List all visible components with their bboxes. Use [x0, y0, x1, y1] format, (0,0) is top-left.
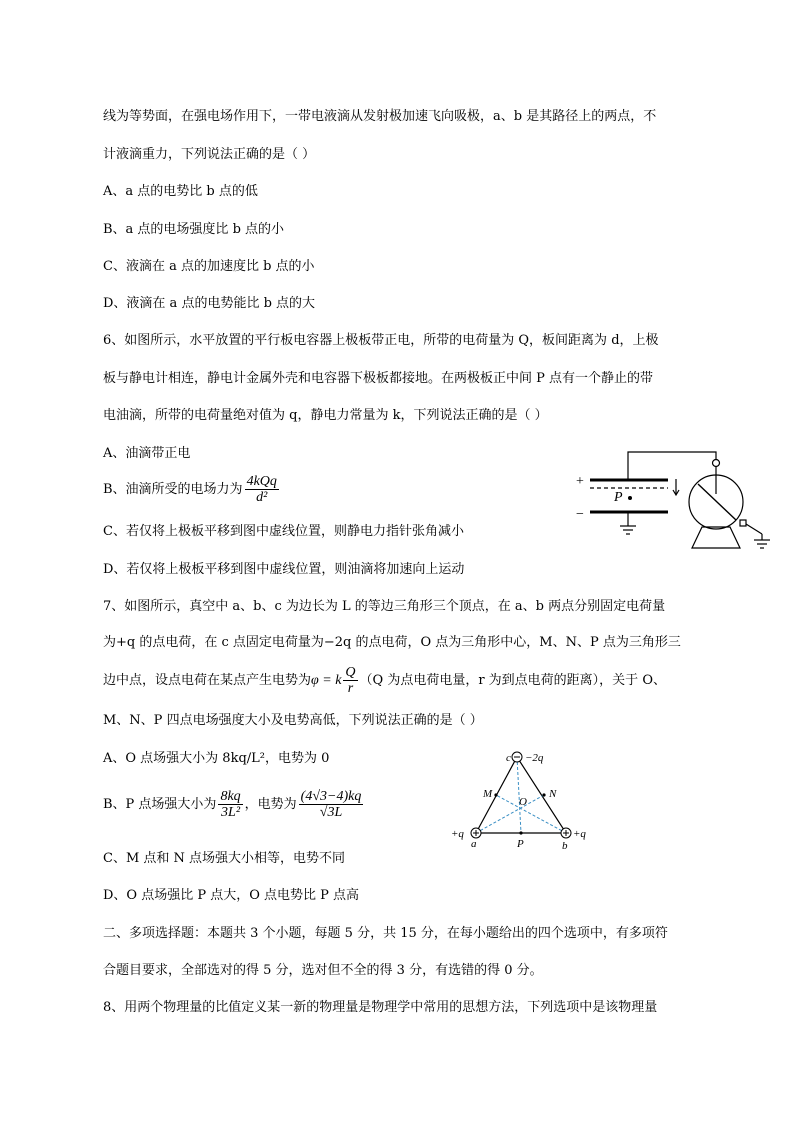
q7-option-c: C、M 点和 N 点场强大小相等，电势不同	[103, 851, 346, 866]
q6-stem-line-1: 6、如图所示，水平放置的平行板电容器上极板带正电，所带的电荷量为 Q，板间距离为 d，上极	[103, 333, 659, 348]
q7-option-b-fraction-1	[218, 789, 242, 820]
q7-option-a: A、O 点场强大小为 8kq/L²，电势为 0	[103, 751, 330, 766]
q7-stem-line-3-prefix: 边中点，设点电荷在某点产生电势为	[103, 673, 312, 688]
label-b: b	[562, 840, 568, 852]
potential-formula-numerator: Q	[345, 665, 356, 680]
label-a-charge: +q	[451, 828, 464, 840]
label-b-charge: +q	[573, 828, 586, 840]
q5-option-d: D、液滴在 a 点的电势能比 b 点的大	[103, 296, 316, 311]
point-p-label: P	[614, 490, 623, 505]
label-n: N	[549, 788, 557, 800]
triangle-charges-figure	[448, 745, 593, 853]
minus-sign: −	[576, 507, 584, 522]
potential-formula-denominator: r	[347, 681, 354, 696]
q7-option-b-numerator-1: 8kq	[220, 789, 241, 804]
connecting-wire	[628, 452, 716, 480]
q5-stem-line-1: 线为等势面，在强电场作用下，一带电液滴从发射极加速飞向吸极，a、b 是其路径上的两点，不	[103, 109, 657, 124]
q7-stem-line-1: 7、如图所示，真空中 a、b、c 为边长为 L 的等边三角形三个顶点，在 a、b 两点分别固定电荷量	[103, 599, 666, 614]
median-b-m	[496, 795, 566, 833]
q7-option-b-prefix: B、P 点场强大小为	[103, 797, 217, 812]
q7-option-b-numerator-2: (4√3−4)kq	[300, 789, 362, 804]
q7-option-b-fraction-2	[299, 789, 364, 820]
label-a: a	[471, 838, 477, 850]
q6-option-b-denominator: d²	[256, 490, 268, 505]
q7-stem-line-3-suffix: （Q 为点电荷电量，r 为到点电荷的距离），关于 O、	[359, 673, 666, 688]
q7-option-b-denominator-1: 3L²	[221, 805, 241, 820]
label-m: M	[483, 788, 493, 800]
point-m	[494, 793, 497, 796]
q7-option-b	[103, 789, 365, 820]
q6-option-d: D、若仅将上极板平移到图中虚线位置，则油滴将加速向上运动	[103, 562, 465, 577]
q6-option-b	[103, 474, 281, 505]
q6-option-c: C、若仅将上极板平移到图中虚线位置，则静电力指针张角减小	[103, 524, 464, 539]
q5-option-a: A、a 点的电势比 b 点的低	[103, 184, 258, 199]
point-p	[519, 831, 522, 834]
q6-option-a: A、油滴带正电	[103, 446, 191, 461]
q5-option-b: B、a 点的电场强度比 b 点的小	[103, 222, 285, 237]
section2-heading-line-1: 二、多项选择题：本题共 3 个小题，每题 5 分，共 15 分，在每小题给出的四个选项中，有多项符	[103, 926, 668, 941]
label-p: P	[517, 838, 524, 850]
q8-stem-line-1: 8、用两个物理量的比值定义某一新的物理量是物理学中常用的思想方法，下列选项中是该物理量	[103, 1000, 658, 1015]
q6-stem-line-3: 电油滴，所带的电荷量绝对值为 q，静电力常量为 k，下列说法正确的是（ ）	[103, 408, 548, 423]
q7-option-d: D、O 点场强比 P 点大，O 点电势比 P 点高	[103, 888, 360, 903]
plus-sign: +	[576, 474, 584, 489]
section2-heading-line-2: 合题目要求，全部选对的得 5 分，选对但不全的得 3 分，有选错的得 0 分。	[103, 963, 543, 978]
median-c-p	[517, 757, 521, 833]
electrometer-stand	[692, 527, 740, 548]
q5-stem-line-2: 计液滴重力，下列说法正确的是（ ）	[103, 147, 316, 162]
q6-option-b-fraction	[245, 474, 279, 505]
q7-stem-line-2: 为+q 的点电荷，在 c 点固定电荷量为−2q 的点电荷，O 点为三角形中心，M、N、P 点为三角形三	[103, 635, 681, 650]
potential-formula-lhs: φ = k	[311, 673, 342, 688]
capacitor-electrometer-figure	[570, 448, 775, 558]
q7-option-b-denominator-2: √3L	[319, 805, 343, 820]
q7-stem-line-3	[103, 665, 666, 696]
label-o: O	[519, 796, 527, 808]
label-c: c	[506, 752, 511, 764]
q7-option-b-mid: ，电势为	[244, 797, 297, 812]
oil-droplet	[628, 496, 632, 500]
point-n	[542, 793, 545, 796]
q6-stem-line-2: 板与静电计相连，静电计金属外壳和电容器下极板都接地。在两极板正中间 P 点有一个静止的带	[103, 371, 654, 386]
electrometer-needle	[698, 484, 736, 520]
q7-stem-line-4: M、N、P 四点电场强度大小及电势高低，下列说法正确的是（ ）	[103, 713, 483, 728]
q6-option-b-text: B、油滴所受的电场力为	[103, 482, 243, 497]
label-c-charge: −2q	[525, 752, 544, 764]
q5-option-c: C、液滴在 a 点的加速度比 b 点的小	[103, 259, 315, 274]
q6-option-b-numerator: 4kQq	[246, 474, 277, 489]
potential-formula-fraction	[343, 665, 357, 696]
